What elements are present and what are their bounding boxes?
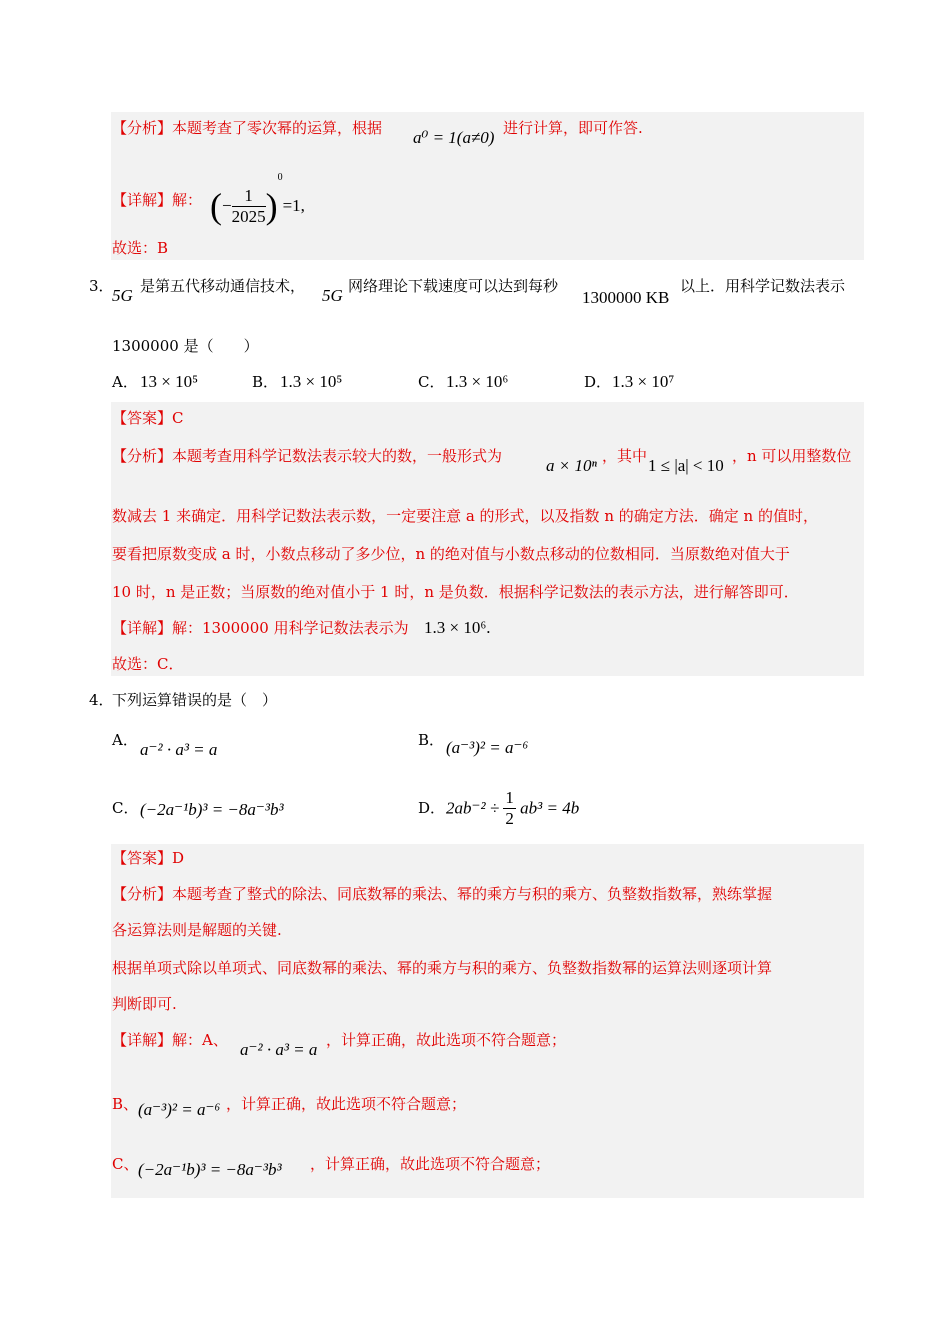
q2-frac-den: 2025 xyxy=(231,206,266,226)
q3-stem-line2: 1300000 是（ ） xyxy=(112,337,259,355)
q2-analysis-suffix: 进行计算，即可作答. xyxy=(503,119,643,137)
q4-option-d-label[interactable]: D． xyxy=(418,799,446,817)
q2-detail-prefix: 【详解】解： xyxy=(112,191,203,209)
q2-analysis-prefix: 【分析】本题考查了零次幂的运算，根据 xyxy=(112,119,383,137)
q3-option-c-label[interactable]: C． xyxy=(418,373,445,391)
q4-option-b-formula[interactable]: (a⁻³)² = a⁻⁶ xyxy=(446,738,529,757)
q2-detail-formula: (− $\frac{1}{2025}$ )$^0$=1, xyxy=(210,172,305,227)
q3-analysis-line1c: ，n 可以用整数位 xyxy=(732,447,852,465)
q3-option-a-label[interactable]: A． xyxy=(112,373,138,391)
q3-stem-part2: 网络理论下载速度可以达到每秒 xyxy=(348,277,559,295)
q3-analysis-line4: 10 时，n 是正数；当原数的绝对值小于 1 时，n 是负数．根据科学记数法的表示方法，进行解答即可． xyxy=(112,583,799,601)
q3-analysis-line3: 要看把原数变成 a 时，小数点移动了多少位，n 的绝对值与小数点移动的位数相同．当原数绝对值大于 xyxy=(112,545,790,563)
q4-option-d-frac-num: 1 xyxy=(505,788,514,807)
q4-detail-c-formula: (−2a⁻¹b)³ = −8a⁻³b³ xyxy=(138,1160,282,1179)
q2-analysis-formula: a⁰ = 1(a≠0) xyxy=(413,128,495,147)
q4-detail-b-suffix: ，计算正确，故此选项不符合题意； xyxy=(226,1095,467,1113)
q3-choice-line: 故选：C． xyxy=(112,655,184,673)
q4-option-d-formula[interactable] xyxy=(446,788,579,829)
q4-option-d-frac-den: 2 xyxy=(505,809,514,828)
q4-analysis-line2: 各运算法则是解题的关键. xyxy=(112,921,282,939)
q4-detail-b-prefix: B、 xyxy=(112,1095,139,1113)
q4-detail-c-suffix: ，计算正确，故此选项不符合题意； xyxy=(310,1155,551,1173)
q3-number: 3． xyxy=(89,277,114,295)
q3-analysis-line1a: 【分析】本题考查用科学记数法表示较大的数，一般形式为 xyxy=(112,447,503,465)
q3-5g-label-2: 5G xyxy=(322,286,343,305)
q4-analysis-line4: 判断即可. xyxy=(112,995,177,1013)
q4-option-c-label[interactable]: C． xyxy=(112,799,139,817)
q3-option-a-value[interactable]: 13 × 10⁵ xyxy=(140,372,199,391)
q4-option-d-suffix: ab³ = 4b xyxy=(520,798,580,818)
q4-detail-a-prefix: 【详解】解：A、 xyxy=(112,1031,228,1049)
q3-option-c-value[interactable]: 1.3 × 10⁶ xyxy=(446,372,509,391)
q3-option-d-label[interactable]: D． xyxy=(584,373,612,391)
q4-number: 4． xyxy=(89,691,114,709)
q3-answer: 【答案】C xyxy=(112,409,184,427)
q4-option-a-label[interactable]: A． xyxy=(112,731,138,749)
q3-analysis-formula2: 1 ≤ |a| < 10 xyxy=(648,456,724,475)
q4-detail-a-suffix: ，计算正确，故此选项不符合题意； xyxy=(326,1031,567,1049)
q3-5g-label-1: 5G xyxy=(112,286,133,305)
q4-analysis-line1: 【分析】本题考查了整式的除法、同底数幂的乘法、幂的乘方与积的乘方、负整数指数幂，熟练掌握 xyxy=(112,885,773,903)
q4-option-c-formula[interactable]: (−2a⁻¹b)³ = −8a⁻³b³ xyxy=(140,800,284,819)
q4-option-d-prefix: 2ab⁻² ÷ xyxy=(446,798,500,818)
q4-detail-b-formula: (a⁻³)² = a⁻⁶ xyxy=(138,1100,221,1119)
q4-detail-a-formula: a⁻² · a³ = a xyxy=(240,1040,318,1059)
q4-stem: 下列运算错误的是（ ） xyxy=(112,691,278,709)
q4-detail-c-prefix: C、 xyxy=(112,1155,139,1173)
q4-option-a-formula[interactable]: a⁻² · a³ = a xyxy=(140,740,218,759)
q3-option-b-value[interactable]: 1.3 × 10⁵ xyxy=(280,372,343,391)
q2-choice-line: 故选：B xyxy=(112,239,169,257)
q3-stem-part1: 是第五代移动通信技术， xyxy=(140,277,306,295)
q3-stem-part3: 以上．用科学记数法表示 xyxy=(680,277,846,295)
q2-frac-num: 1 xyxy=(232,186,266,207)
q3-analysis-line1b: ，其中 xyxy=(602,447,648,465)
q3-analysis-formula1: a × 10ⁿ xyxy=(546,456,597,475)
q3-detail-text: 【详解】解：1300000 用科学记数法表示为 xyxy=(112,619,409,637)
q4-analysis-line3: 根据单项式除以单项式、同底数幂的乘法、幂的乘方与积的乘方、负整数指数幂的运算法则逐项计算 xyxy=(112,959,773,977)
q3-detail-formula: 1.3 × 10⁶. xyxy=(424,618,491,637)
q4-answer: 【答案】D xyxy=(112,849,185,867)
q3-analysis-line2: 数减去 1 来确定．用科学记数法表示数，一定要注意 a 的形式，以及指数 n 的确定方法．确定 n 的值时， xyxy=(112,507,818,525)
q3-option-d-value[interactable]: 1.3 × 10⁷ xyxy=(612,372,675,391)
q3-option-b-label[interactable]: B． xyxy=(252,373,279,391)
q3-speed: 1300000 KB xyxy=(582,288,670,307)
q2-detail-result: =1, xyxy=(282,196,305,216)
q4-option-b-label[interactable]: B． xyxy=(418,731,445,749)
